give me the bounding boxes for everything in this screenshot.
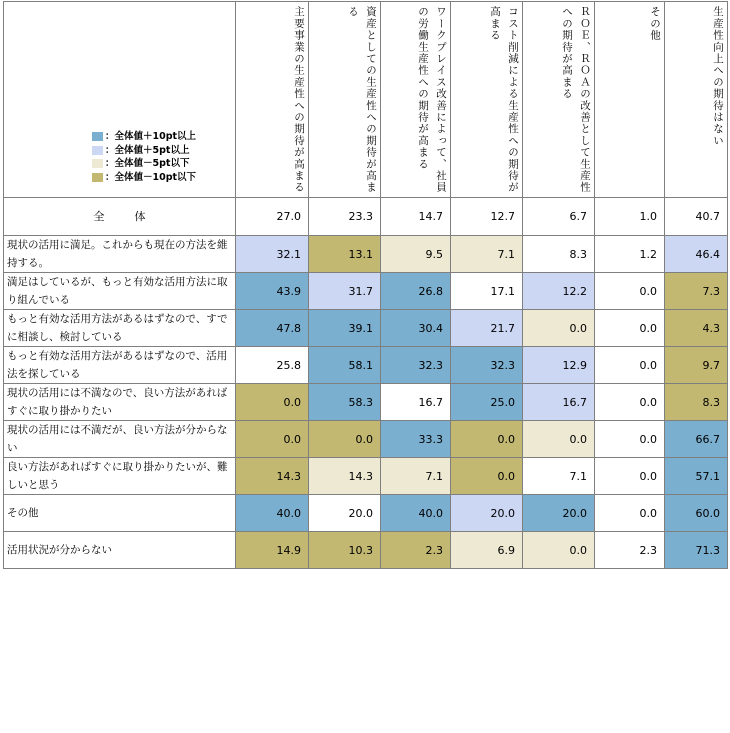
table-row xyxy=(4,236,728,273)
column-header-label: ＲＯＥ、ＲＯＡの改善として生産性への期待が高まる xyxy=(561,6,591,194)
total-label xyxy=(4,198,236,236)
value-cell: 6.9 xyxy=(451,532,523,569)
value-cell: 0.0 xyxy=(236,384,309,421)
row-label: 現状の活用には不満なので、良い方法があればすぐに取り掛かりたい xyxy=(4,384,236,421)
column-header-label: 資産としての生産性への期待が高まる xyxy=(347,6,377,194)
column-header-label: 生産性向上への期待はない xyxy=(712,6,724,147)
value-cell: 1.2 xyxy=(595,236,665,273)
header-row xyxy=(4,2,728,198)
value-cell: 58.3 xyxy=(309,384,381,421)
value-cell: 7.1 xyxy=(451,236,523,273)
legend-swatch-plus5 xyxy=(92,146,103,155)
value-cell: 2.3 xyxy=(595,532,665,569)
row-label: 活用状況が分からない xyxy=(4,532,236,569)
column-header xyxy=(595,2,665,198)
legend-item-plus10 xyxy=(92,130,235,144)
table-row xyxy=(4,421,728,458)
total-label-part: 全 xyxy=(93,209,105,223)
value-cell: 40.0 xyxy=(236,495,309,532)
legend-label-plus5: ：全体値＋5pt以上 xyxy=(105,144,190,156)
total-label-part: 体 xyxy=(134,209,146,223)
legend-swatch-plus10 xyxy=(92,132,103,141)
value-cell: 20.0 xyxy=(309,495,381,532)
value-cell: 0.0 xyxy=(523,421,595,458)
value-cell: 0.0 xyxy=(309,421,381,458)
total-value-cell: 27.0 xyxy=(236,198,309,236)
value-cell: 39.1 xyxy=(309,310,381,347)
legend-item-minus5 xyxy=(92,157,235,171)
legend-swatch-minus5 xyxy=(92,159,103,168)
value-cell: 43.9 xyxy=(236,273,309,310)
column-header-label: その他 xyxy=(649,6,661,42)
value-cell: 0.0 xyxy=(451,421,523,458)
value-cell: 12.2 xyxy=(523,273,595,310)
legend xyxy=(4,2,235,184)
total-value-cell: 14.7 xyxy=(381,198,451,236)
value-cell: 32.3 xyxy=(381,347,451,384)
legend-label-minus5: ：全体値－5pt以下 xyxy=(105,158,190,169)
value-cell: 9.7 xyxy=(665,347,728,384)
value-cell: 8.3 xyxy=(523,236,595,273)
row-label: その他 xyxy=(4,495,236,532)
value-cell: 0.0 xyxy=(236,421,309,458)
total-value-cell: 6.7 xyxy=(523,198,595,236)
value-cell: 30.4 xyxy=(381,310,451,347)
legend-label-minus10: ：全体値－10pt以下 xyxy=(105,171,197,183)
legend-item-plus5 xyxy=(92,144,235,158)
total-value-cell: 40.7 xyxy=(665,198,728,236)
value-cell: 10.3 xyxy=(309,532,381,569)
value-cell: 0.0 xyxy=(595,421,665,458)
value-cell: 17.1 xyxy=(451,273,523,310)
row-label: もっと有効な活用方法があるはずなので、すでに相談し、検討している xyxy=(4,310,236,347)
value-cell: 25.0 xyxy=(451,384,523,421)
legend-swatch-minus10 xyxy=(92,173,103,182)
total-value-cell: 1.0 xyxy=(595,198,665,236)
value-cell: 9.5 xyxy=(381,236,451,273)
value-cell: 16.7 xyxy=(523,384,595,421)
column-header-label: ワークプレイス改善によって、社員の労働生産性への期待が高まる xyxy=(417,6,447,194)
value-cell: 14.9 xyxy=(236,532,309,569)
table-row xyxy=(4,532,728,569)
row-label: 満足はしているが、もっと有効な活用方法に取り組んでいる xyxy=(4,273,236,310)
legend-cell xyxy=(4,2,236,198)
value-cell: 57.1 xyxy=(665,458,728,495)
value-cell: 16.7 xyxy=(381,384,451,421)
value-cell: 47.8 xyxy=(236,310,309,347)
value-cell: 0.0 xyxy=(523,532,595,569)
value-cell: 0.0 xyxy=(595,273,665,310)
value-cell: 66.7 xyxy=(665,421,728,458)
value-cell: 7.1 xyxy=(381,458,451,495)
value-cell: 0.0 xyxy=(595,495,665,532)
value-cell: 14.3 xyxy=(236,458,309,495)
value-cell: 20.0 xyxy=(523,495,595,532)
legend-label-plus10: ：全体値＋10pt以上 xyxy=(105,131,197,142)
total-row xyxy=(4,198,728,236)
table-row xyxy=(4,347,728,384)
value-cell: 14.3 xyxy=(309,458,381,495)
column-header xyxy=(309,2,381,198)
column-header xyxy=(523,2,595,198)
column-header xyxy=(236,2,309,198)
value-cell: 2.3 xyxy=(381,532,451,569)
table-row xyxy=(4,458,728,495)
value-cell: 0.0 xyxy=(595,310,665,347)
column-header-label: 主要事業の生産性への期待が高まる xyxy=(293,6,305,194)
value-cell: 0.0 xyxy=(595,384,665,421)
value-cell: 46.4 xyxy=(665,236,728,273)
row-label: 良い方法があればすぐに取り掛かりたいが、難しいと思う xyxy=(4,458,236,495)
row-label: もっと有効な活用方法があるはずなので、活用法を探している xyxy=(4,347,236,384)
value-cell: 8.3 xyxy=(665,384,728,421)
value-cell: 0.0 xyxy=(451,458,523,495)
column-header xyxy=(381,2,451,198)
table-row xyxy=(4,495,728,532)
value-cell: 26.8 xyxy=(381,273,451,310)
value-cell: 21.7 xyxy=(451,310,523,347)
table-row xyxy=(4,273,728,310)
value-cell: 4.3 xyxy=(665,310,728,347)
value-cell: 71.3 xyxy=(665,532,728,569)
value-cell: 7.3 xyxy=(665,273,728,310)
value-cell: 25.8 xyxy=(236,347,309,384)
value-cell: 0.0 xyxy=(523,310,595,347)
value-cell: 40.0 xyxy=(381,495,451,532)
value-cell: 58.1 xyxy=(309,347,381,384)
value-cell: 12.9 xyxy=(523,347,595,384)
row-label: 現状の活用に満足。これからも現在の方法を維持する。 xyxy=(4,236,236,273)
value-cell: 7.1 xyxy=(523,458,595,495)
value-cell: 0.0 xyxy=(595,347,665,384)
total-value-cell: 23.3 xyxy=(309,198,381,236)
data-rows xyxy=(4,236,728,569)
column-header-label: コスト削減による生産性への期待が高まる xyxy=(489,6,519,194)
total-value-cell: 12.7 xyxy=(451,198,523,236)
value-cell: 32.1 xyxy=(236,236,309,273)
crosstab-table xyxy=(3,1,728,569)
column-header xyxy=(665,2,728,198)
table-row xyxy=(4,384,728,421)
legend-item-minus10 xyxy=(92,171,235,185)
value-cell: 13.1 xyxy=(309,236,381,273)
value-cell: 0.0 xyxy=(595,458,665,495)
row-label: 現状の活用には不満だが、良い方法が分からない xyxy=(4,421,236,458)
column-header xyxy=(451,2,523,198)
value-cell: 31.7 xyxy=(309,273,381,310)
value-cell: 60.0 xyxy=(665,495,728,532)
value-cell: 32.3 xyxy=(451,347,523,384)
table-row xyxy=(4,310,728,347)
value-cell: 33.3 xyxy=(381,421,451,458)
value-cell: 20.0 xyxy=(451,495,523,532)
